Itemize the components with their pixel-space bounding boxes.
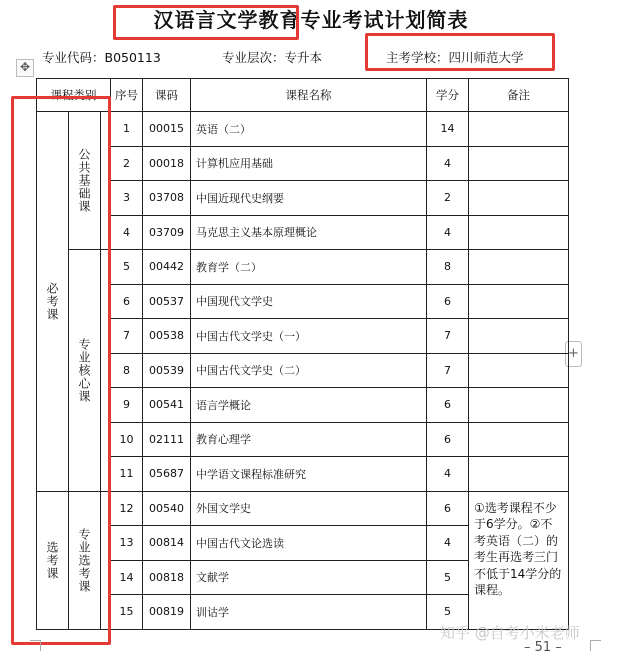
cell-code: 00538	[143, 319, 191, 354]
table-row	[37, 284, 569, 319]
table-row	[37, 457, 569, 492]
page-number: – 51 –	[524, 640, 562, 655]
course-table	[36, 78, 569, 630]
group-core: 专业核心课	[69, 250, 101, 492]
cell-remark	[469, 284, 569, 319]
cell-credit: 14	[427, 112, 469, 147]
cell-remark	[469, 112, 569, 147]
cell-credit: 4	[427, 146, 469, 181]
cell-code: 00819	[143, 595, 191, 630]
cell-course-name: 马克思主义基本原理概论	[191, 215, 427, 250]
cell-credit: 6	[427, 388, 469, 423]
cell-course-name: 计算机应用基础	[191, 146, 427, 181]
group-elective: 选考课	[37, 491, 69, 629]
cell-seq: 2	[111, 146, 143, 181]
cell-remark	[469, 319, 569, 354]
group-elective-sub: 专业选考课	[69, 491, 101, 629]
cell-course-name: 教育学（二）	[191, 250, 427, 285]
cell-code: 03708	[143, 181, 191, 216]
cell-code: 00537	[143, 284, 191, 319]
cell-code: 00018	[143, 146, 191, 181]
table-row	[37, 215, 569, 250]
cell-seq: 15	[111, 595, 143, 630]
cell-code: 00540	[143, 491, 191, 526]
cell-seq: 11	[111, 457, 143, 492]
cell-code: 03709	[143, 215, 191, 250]
major-code: 专业代码：B050113	[42, 50, 161, 65]
cell-seq: 7	[111, 319, 143, 354]
cell-remark	[469, 215, 569, 250]
table-row	[37, 388, 569, 423]
cell-credit: 5	[427, 595, 469, 630]
cell-code: 00015	[143, 112, 191, 147]
table-row	[37, 491, 569, 526]
table-row	[37, 353, 569, 388]
cell-credit: 6	[427, 491, 469, 526]
cell-credit: 8	[427, 250, 469, 285]
cell-remark	[469, 353, 569, 388]
page-corner-mark	[590, 640, 601, 651]
cell-seq: 10	[111, 422, 143, 457]
cell-credit: 5	[427, 560, 469, 595]
cell-course-name: 中国古代文学史（二）	[191, 353, 427, 388]
cell-seq: 1	[111, 112, 143, 147]
cell-seq: 14	[111, 560, 143, 595]
table-move-handle-icon[interactable]: ✥	[16, 59, 34, 77]
cell-course-name: 训诂学	[191, 595, 427, 630]
highlight-box-category	[11, 96, 111, 645]
header-seq: 序号	[111, 79, 143, 112]
cell-credit: 7	[427, 353, 469, 388]
add-column-icon[interactable]: +	[565, 341, 582, 367]
cell-credit: 6	[427, 422, 469, 457]
highlight-box-title	[113, 5, 299, 40]
cell-course-name: 中学语文课程标准研究	[191, 457, 427, 492]
major-level: 专业层次：专升本	[222, 50, 323, 65]
cell-remark	[469, 388, 569, 423]
cell-course-name: 中国古代文论选读	[191, 526, 427, 561]
cell-code: 00814	[143, 526, 191, 561]
group-required: 必考课	[37, 112, 69, 492]
watermark: 知乎 @自考小米老师	[440, 624, 580, 642]
cell-credit: 4	[427, 215, 469, 250]
cell-credit: 2	[427, 181, 469, 216]
cell-credit: 4	[427, 526, 469, 561]
cell-course-name: 语言学概论	[191, 388, 427, 423]
cell-course-name: 中国现代文学史	[191, 284, 427, 319]
page-corner-mark	[30, 640, 41, 651]
table-row	[37, 112, 569, 147]
table-row	[37, 319, 569, 354]
cell-remark	[469, 146, 569, 181]
cell-course-name: 中国古代文学史（一）	[191, 319, 427, 354]
header-category: 课程类别	[37, 79, 111, 112]
highlight-box-school	[365, 33, 555, 71]
table-row	[37, 181, 569, 216]
header-row	[37, 79, 569, 112]
cell-code: 02111	[143, 422, 191, 457]
group-public: 公共基础课	[69, 112, 101, 250]
table-row	[37, 146, 569, 181]
cell-seq: 8	[111, 353, 143, 388]
cell-remark	[469, 181, 569, 216]
table-row	[37, 422, 569, 457]
cell-credit: 6	[427, 284, 469, 319]
cell-code: 00539	[143, 353, 191, 388]
table-row	[37, 250, 569, 285]
header-remark: 备注	[469, 79, 569, 112]
cell-credit: 7	[427, 319, 469, 354]
remark-note: ①选考课程不少于6学分。②不考英语（二）的考生再选考三门不低于14学分的课程。	[469, 491, 569, 629]
cell-code: 05687	[143, 457, 191, 492]
cell-seq: 3	[111, 181, 143, 216]
cell-course-name: 教育心理学	[191, 422, 427, 457]
page-title: 汉语言文学教育专业考试计划简表	[153, 8, 469, 32]
cell-course-name: 文献学	[191, 560, 427, 595]
cell-seq: 13	[111, 526, 143, 561]
cell-code: 00442	[143, 250, 191, 285]
cell-seq: 4	[111, 215, 143, 250]
cell-seq: 12	[111, 491, 143, 526]
cell-code: 00818	[143, 560, 191, 595]
cell-remark	[469, 250, 569, 285]
cell-credit: 4	[427, 457, 469, 492]
cell-course-name: 英语（二）	[191, 112, 427, 147]
header-code: 课码	[143, 79, 191, 112]
cell-remark	[469, 457, 569, 492]
cell-remark	[469, 422, 569, 457]
cell-course-name: 中国近现代史纲要	[191, 181, 427, 216]
cell-seq: 9	[111, 388, 143, 423]
cell-seq: 5	[111, 250, 143, 285]
cell-code: 00541	[143, 388, 191, 423]
header-name: 课程名称	[191, 79, 427, 112]
cell-course-name: 外国文学史	[191, 491, 427, 526]
header-credit: 学分	[427, 79, 469, 112]
cell-seq: 6	[111, 284, 143, 319]
host-school: 主考学校：四川师范大学	[386, 50, 524, 65]
